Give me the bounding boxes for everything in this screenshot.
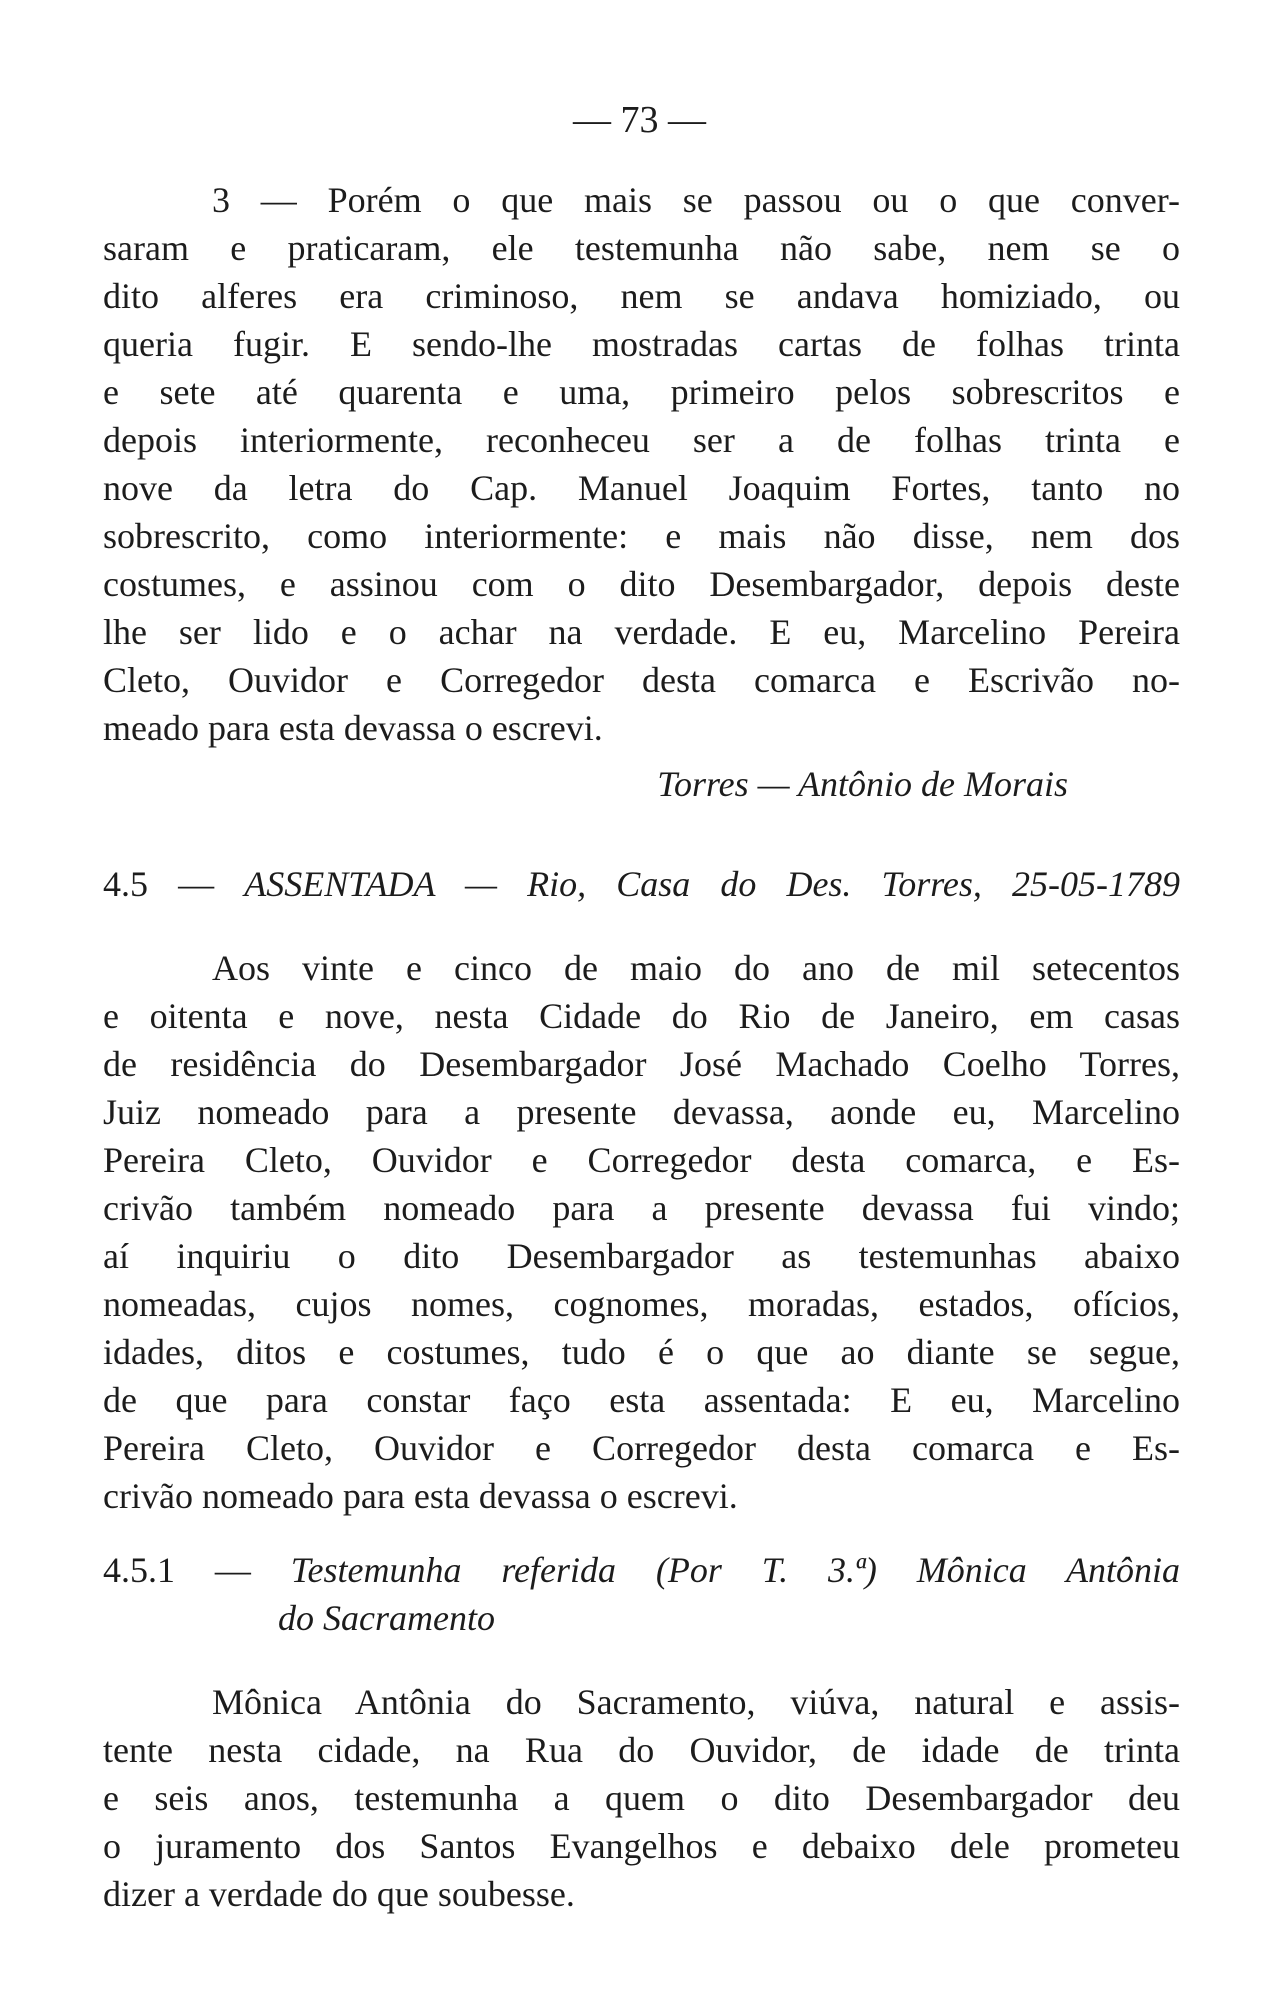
page-number: — 73 — [573,99,706,141]
paragraph-line: Cleto, Ouvidor e Corregedor desta comarca e Escrivão no- [103,660,1180,700]
section-title-continuation: do Sacramento [278,1598,495,1638]
section-heading-4-5-1 [103,1548,1180,1592]
paragraph-line: queria fugir. E sendo-lhe mostradas cartas de folhas trinta [103,324,1180,364]
paragraph-line: sobrescrito, como interiormente: e mais não disse, nem dos [103,516,1180,556]
paragraph-line: depois interiormente, reconheceu ser a de folhas trinta e [103,420,1180,460]
section-title: ASSENTADA — Rio, Casa do Des. Torres, 25-05-1789 [244,864,1181,904]
paragraph-line: nove da letra do Cap. Manuel Joaquim Fortes, tanto no [103,468,1180,508]
paragraph-line: dizer a verdade do que soubesse. [103,1874,575,1914]
paragraph-line: 3 — Porém o que mais se passou ou o que conver- [212,180,1180,220]
paragraph-line: Pereira Cleto, Ouvidor e Corregedor desta comarca, e Es- [103,1140,1180,1180]
paragraph-line: dito alferes era criminoso, nem se andava homiziado, ou [103,276,1180,316]
section-heading-4-5 [103,862,1180,906]
paragraph-line: idades, ditos e costumes, tudo é o que ao diante se segue, [103,1332,1180,1372]
paragraph-line: Aos vinte e cinco de maio do ano de mil setecentos [212,948,1180,988]
section-title: Testemunha referida (Por T. 3.ª) Mônica Antônia [290,1550,1180,1590]
paragraph-line: Juiz nomeado para a presente devassa, aonde eu, Marcelino [103,1092,1180,1132]
paragraph-line: meado para esta devassa o escrevi. [103,708,603,748]
section-number: 4.5.1 — [103,1550,251,1590]
paragraph-line: Mônica Antônia do Sacramento, viúva, natural e assis- [212,1682,1180,1722]
paragraph-line: aí inquiriu o dito Desembargador as testemunhas abaixo [103,1236,1180,1276]
paragraph-line: tente nesta cidade, na Rua do Ouvidor, de idade de trinta [103,1730,1180,1770]
paragraph-line: e seis anos, testemunha a quem o dito Desembargador deu [103,1778,1180,1818]
paragraph-line: de que para constar faço esta assentada: E eu, Marcelino [103,1380,1180,1420]
paragraph-line: e sete até quarenta e uma, primeiro pelos sobrescritos e [103,372,1180,412]
paragraph-line: costumes, e assinou com o dito Desembargador, depois deste [103,564,1180,604]
paragraph-line: de residência do Desembargador José Machado Coelho Torres, [103,1044,1180,1084]
paragraph-line: lhe ser lido e o achar na verdade. E eu, Marcelino Pereira [103,612,1180,652]
paragraph-line: o juramento dos Santos Evangelhos e debaixo dele prometeu [103,1826,1180,1866]
paragraph-line: nomeadas, cujos nomes, cognomes, moradas, estados, ofícios, [103,1284,1180,1324]
paragraph-line: e oitenta e nove, nesta Cidade do Rio de Janeiro, em casas [103,996,1180,1036]
paragraph-line: Pereira Cleto, Ouvidor e Corregedor desta comarca e Es- [103,1428,1180,1468]
section-number: 4.5 — [103,864,215,904]
paragraph-line: crivão nomeado para esta devassa o escrevi. [103,1476,738,1516]
paragraph-line: crivão também nomeado para a presente devassa fui vindo; [103,1188,1180,1228]
signature: Torres — Antônio de Morais [657,764,1068,804]
paragraph-line: saram e praticaram, ele testemunha não sabe, nem se o [103,228,1180,268]
